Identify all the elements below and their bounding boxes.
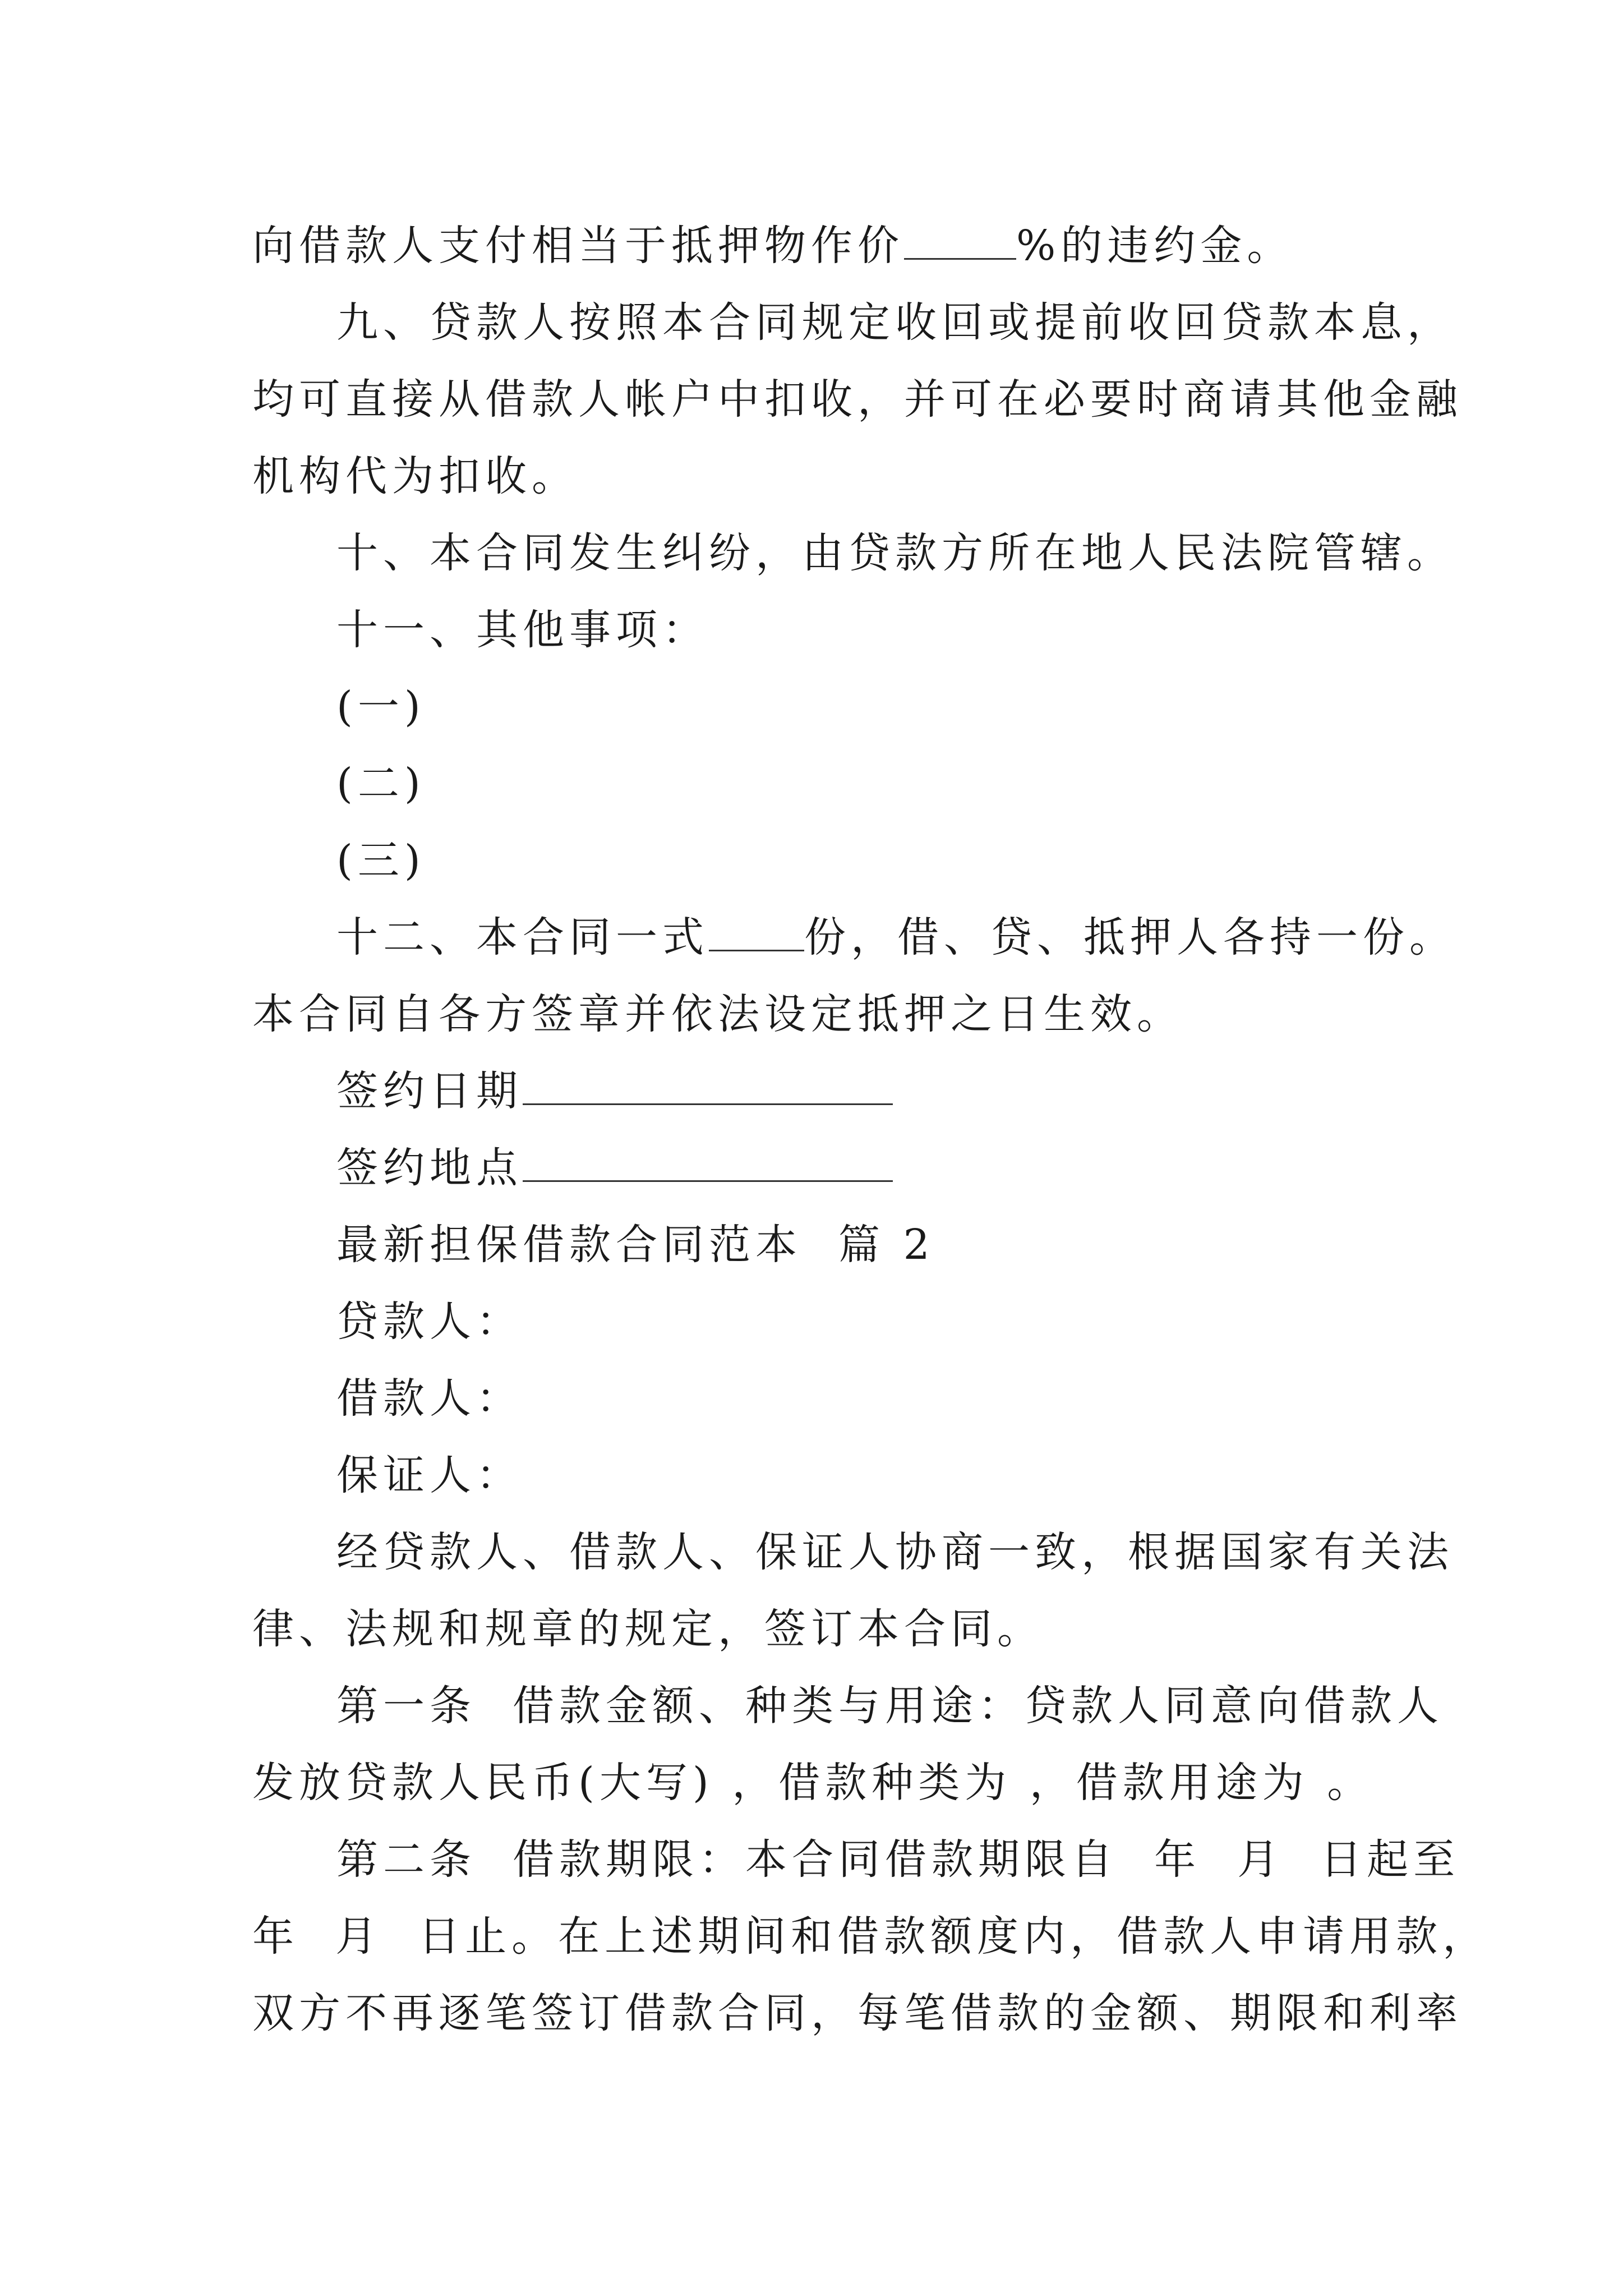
text-line: 机构代为扣收。 bbox=[252, 452, 578, 500]
clause-11 bbox=[252, 592, 1402, 899]
text-line: 本合同自各方签章并依法设定抵押之日生效。 bbox=[252, 990, 1183, 1038]
signature-block bbox=[252, 1053, 1402, 1207]
text-line: 十二、本合同一式 份，借、贷、抵押人各持一份。 bbox=[336, 913, 1456, 961]
blank-field bbox=[523, 1069, 893, 1105]
heading-text: 最新担保借款合同范本 篇 2 bbox=[336, 1221, 935, 1269]
clause-12 bbox=[252, 899, 1456, 1053]
text-line: 双方不再逐笔签订借款合同，每笔借款的金额、期限和利率 bbox=[252, 1989, 1463, 2037]
text-line: 十、本合同发生纠纷，由贷款方所在地人民法院管辖。 bbox=[336, 529, 1454, 577]
list-item: (二) bbox=[336, 760, 426, 808]
intro-paragraph bbox=[252, 1514, 1454, 1668]
lender-label: 贷款人： bbox=[336, 1297, 523, 1346]
text-line: 年 月 日止。在上述期间和借款额度内，借款人申请用款， bbox=[252, 1912, 1490, 1961]
clause-9 bbox=[252, 284, 1463, 515]
sign-date-line: 签约日期 bbox=[252, 1053, 1402, 1130]
document-body bbox=[252, 208, 1490, 2052]
text-line: 第一条 借款金额、种类与用途：贷款人同意向借款人 bbox=[336, 1682, 1444, 1730]
text-line: 经贷款人、借款人、保证人协商一致，根据国家有关法 bbox=[336, 1528, 1454, 1576]
blank-field bbox=[709, 915, 804, 951]
borrower-label: 借款人： bbox=[336, 1374, 523, 1423]
list-item: (一) bbox=[336, 683, 426, 731]
section-heading bbox=[252, 1207, 1402, 1283]
text-line: 律、法规和规章的规定，签订本合同。 bbox=[252, 1605, 1044, 1653]
text-line: 九、贷款人按照本合同规定收回或提前收回贷款本息， bbox=[336, 298, 1454, 347]
text-line: 向借款人支付相当于抵押物作价 %的违约金。 bbox=[252, 222, 1294, 270]
article-1 bbox=[252, 1668, 1444, 1821]
parties bbox=[252, 1283, 1402, 1514]
blank-field bbox=[523, 1145, 893, 1182]
text-line: 发放贷款人民币(大写) ，借款种类为 ，借款用途为 。 bbox=[252, 1759, 1374, 1807]
penalty-clause-tail bbox=[252, 208, 1402, 284]
text-line: 十一、其他事项： bbox=[336, 606, 709, 654]
clause-10 bbox=[252, 515, 1454, 592]
text-line: 第二条 借款期限：本合同借款期限自 年 月 日起至 bbox=[336, 1835, 1460, 1884]
blank-field bbox=[904, 223, 1016, 260]
article-2 bbox=[252, 1821, 1490, 2052]
guarantor-label: 保证人： bbox=[336, 1451, 523, 1499]
sign-place-line: 签约地点 bbox=[252, 1130, 1402, 1207]
text-line: 均可直接从借款人帐户中扣收，并可在必要时商请其他金融 bbox=[252, 375, 1463, 424]
list-item: (三) bbox=[336, 836, 426, 885]
